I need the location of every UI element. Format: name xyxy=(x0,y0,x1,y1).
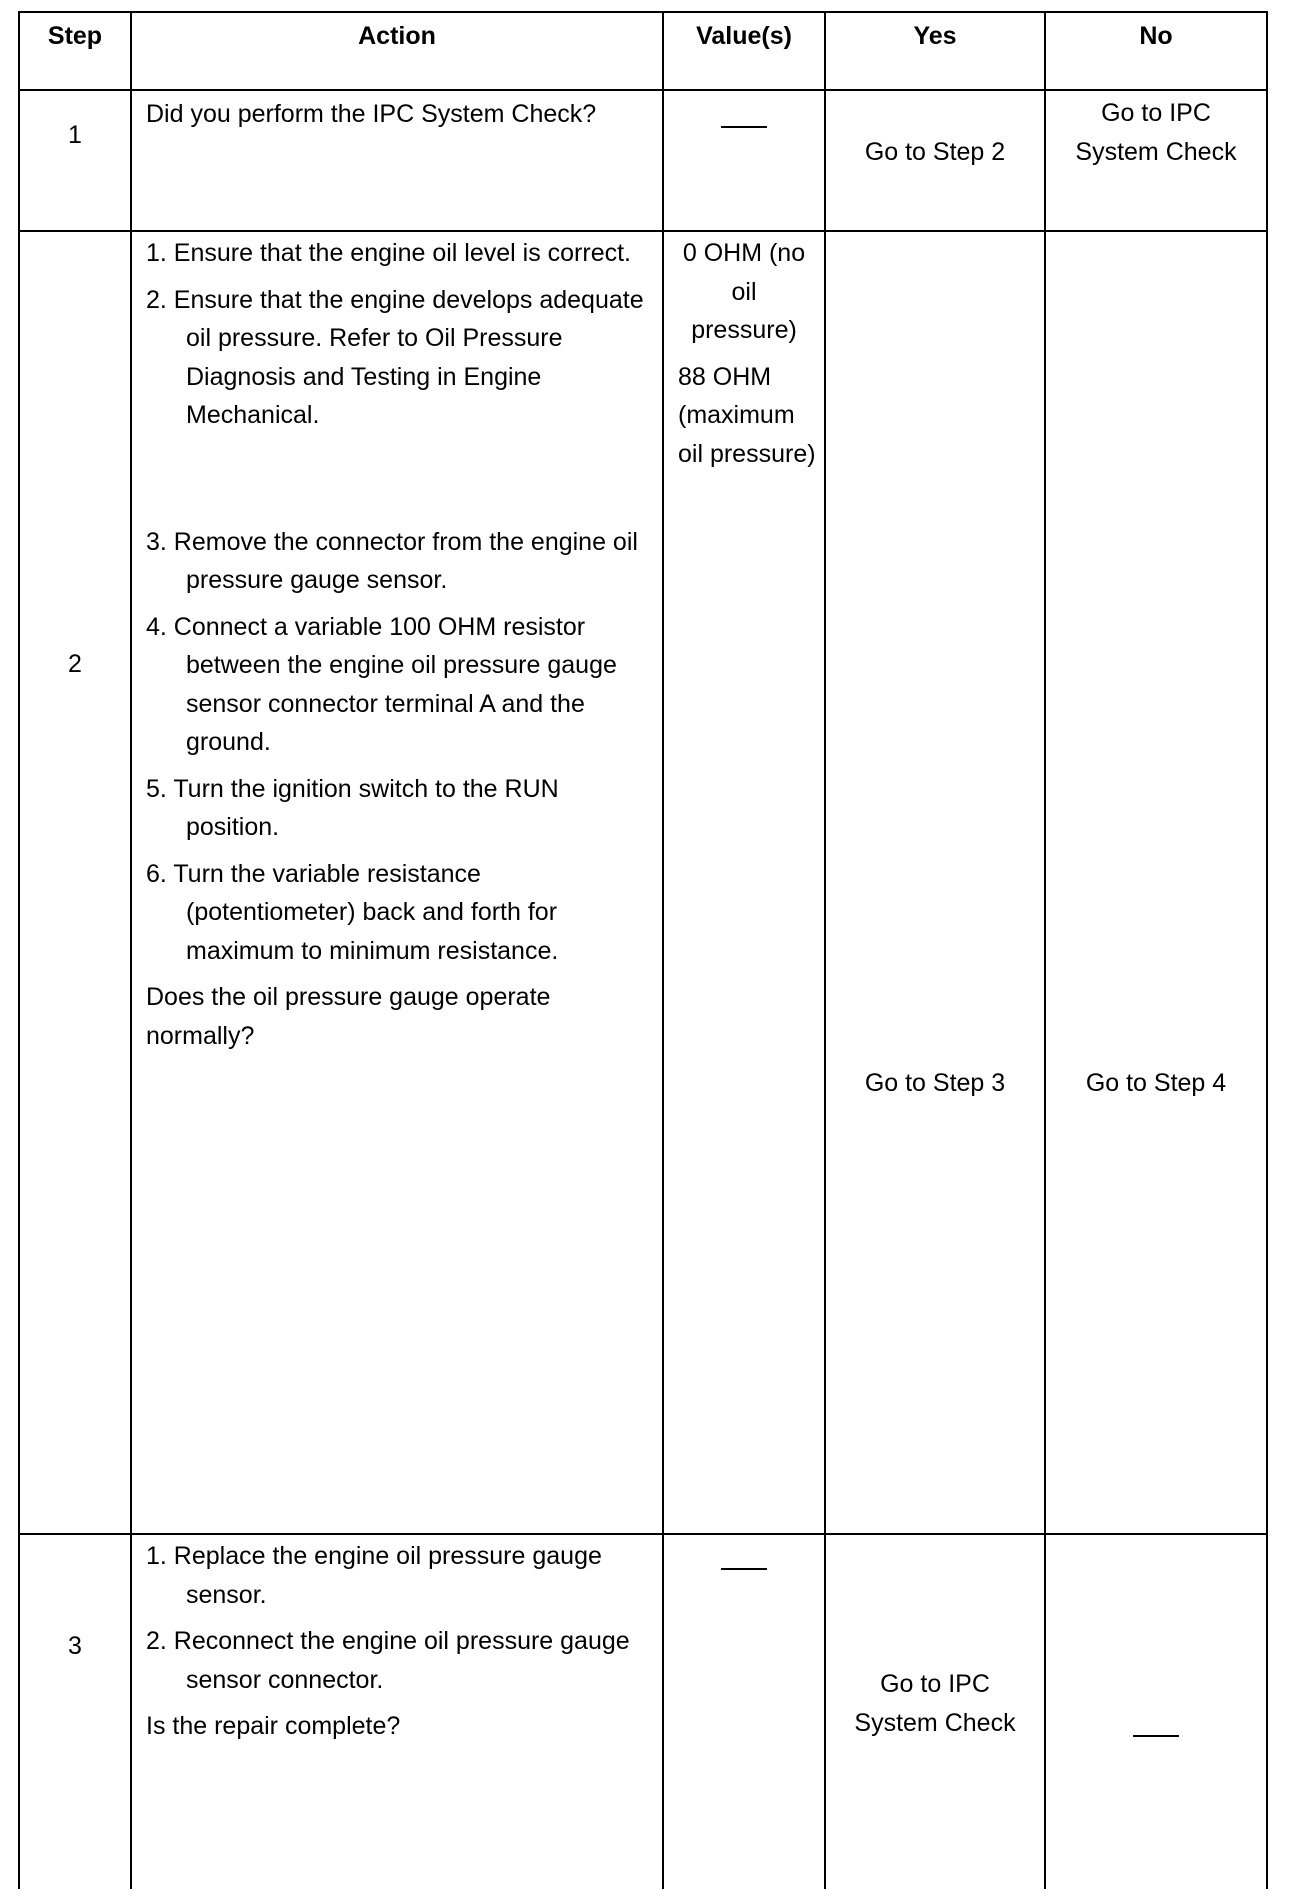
list-item: 1. Ensure that the engine oil level is correct. xyxy=(146,239,631,267)
header-step: Step xyxy=(19,12,131,90)
no-action-line2: System Check xyxy=(1075,137,1237,166)
list-item: 2. Ensure that the engine develops adequate oil pressure. Refer to Oil Pressure Diagnosis and Testing in Engine Mechanical. xyxy=(146,285,644,429)
action-question: Did you perform the IPC System Check? xyxy=(146,100,597,128)
value-no-pressure: 0 OHM (no oil pressure) xyxy=(682,239,806,344)
diagnostic-table xyxy=(18,11,1268,1889)
yes-action xyxy=(826,1665,1044,1742)
yes-action: Go to Step 2 xyxy=(864,138,1006,166)
yes-action-line1: Go to IPC xyxy=(880,1670,990,1698)
step-number: 3 xyxy=(19,1534,131,1889)
no-cell xyxy=(1045,90,1267,231)
list-item: 2. Reconnect the engine oil pressure gauge sensor connector. xyxy=(146,1627,630,1694)
table-row xyxy=(19,1534,1267,1889)
action-question: Is the repair complete? xyxy=(146,1712,401,1740)
values-cell xyxy=(663,231,825,1534)
list-item: 5. Turn the ignition switch to the RUN position. xyxy=(146,774,559,841)
action-steps xyxy=(146,1537,656,1699)
no-action: Go to Step 4 xyxy=(1085,1069,1227,1097)
yes-cell xyxy=(825,90,1045,231)
yes-action: Go to Step 3 xyxy=(864,1069,1006,1097)
list-item: 6. Turn the variable resistance (potentiometer) back and forth for maximum to minimum resistance. xyxy=(146,859,559,965)
values-cell xyxy=(663,1534,825,1889)
action-question: Does the oil pressure gauge operate normally? xyxy=(146,983,551,1050)
table-row xyxy=(19,90,1267,231)
empty-value-dash xyxy=(721,1568,767,1570)
empty-value-dash xyxy=(1133,1735,1179,1737)
list-item: 3. Remove the connector from the engine oil pressure gauge sensor. xyxy=(146,527,638,594)
header-yes: Yes xyxy=(825,12,1045,90)
action-cell xyxy=(131,231,663,1534)
header-no: No xyxy=(1045,12,1267,90)
yes-action-line2: System Check xyxy=(854,1708,1016,1737)
header-action: Action xyxy=(131,12,663,90)
step-number: 2 xyxy=(19,231,131,1534)
values-cell xyxy=(663,90,825,231)
value-max-pressure: 88 OHM (maximum oil pressure) xyxy=(678,362,816,468)
step-number: 1 xyxy=(19,90,131,231)
no-action xyxy=(1046,91,1266,171)
no-cell xyxy=(1045,231,1267,1534)
yes-cell xyxy=(825,231,1045,1534)
list-item: 1. Replace the engine oil pressure gauge sensor. xyxy=(146,1542,602,1609)
empty-value-dash xyxy=(721,126,767,128)
no-action-line1: Go to IPC xyxy=(1101,99,1211,127)
table-row xyxy=(19,231,1267,1534)
action-steps xyxy=(146,234,656,970)
list-item: 4. Connect a variable 100 OHM resistor between the engine oil pressure gauge sensor connector terminal A and the ground. xyxy=(146,612,617,756)
header-row xyxy=(19,12,1267,90)
header-values: Value(s) xyxy=(663,12,825,90)
no-cell xyxy=(1045,1534,1267,1889)
action-cell xyxy=(131,90,663,231)
yes-cell xyxy=(825,1534,1045,1889)
action-cell xyxy=(131,1534,663,1889)
